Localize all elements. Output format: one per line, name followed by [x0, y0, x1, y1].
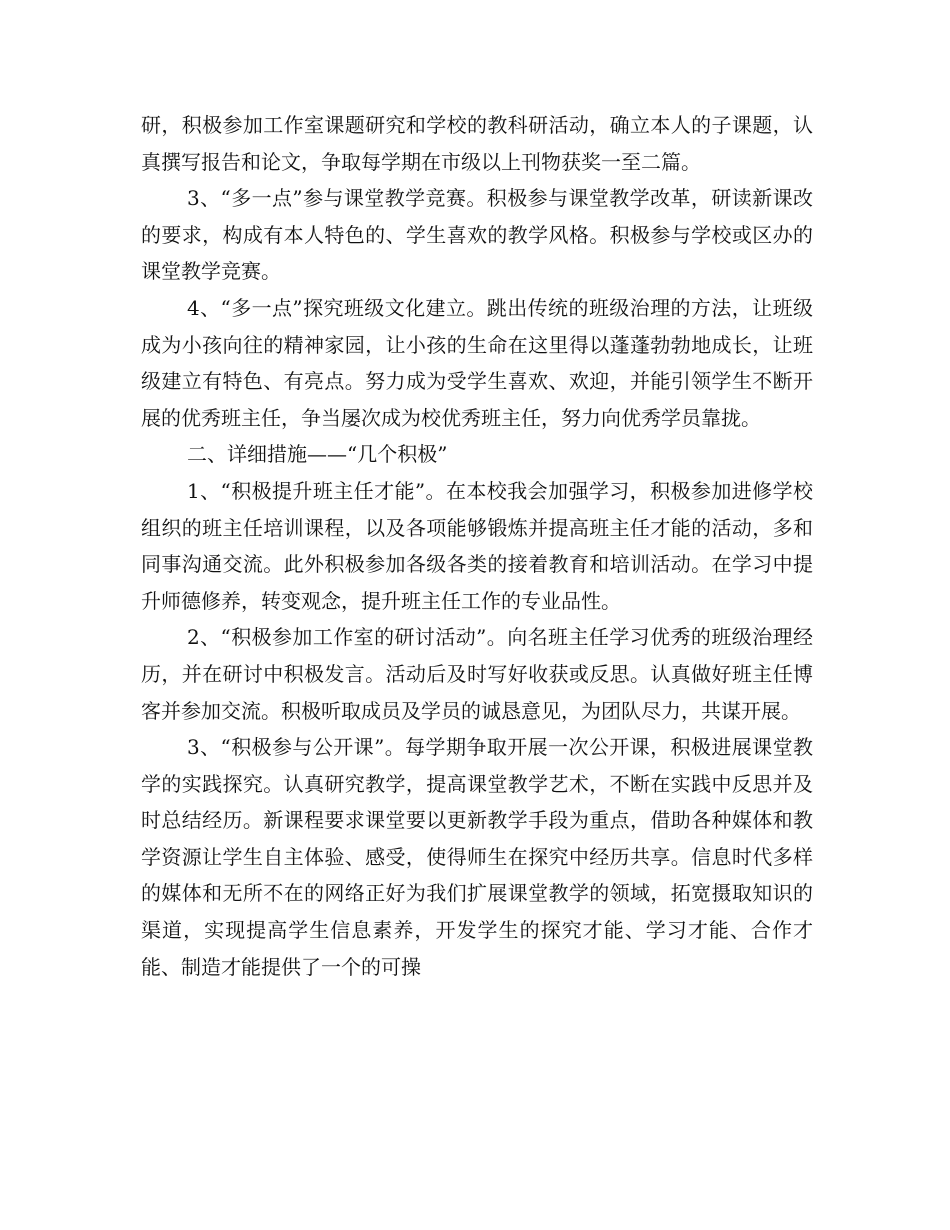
paragraph-3: 4、“多一点”探究班级文化建立。跳出传统的班级治理的方法，让班级成为小孩向往的精神家园，让小孩的生命在这里得以蓬蓬勃勃地成长，让班级建立有特色、有亮点。努力成为受学生喜欢、欢迎，并能引领学生不断开展的优秀班主任，争当屡次成为校优秀班主任，努力向优秀学员靠拢。: [141, 295, 813, 430]
paragraph-6: 2、“积极参加工作室的研讨活动”。向名班主任学习优秀的班级治理经历，并在研讨中积极发言。活动后及时写好收获或反思。认真做好班主任博客并参加交流。积极听取成员及学员的诚恳意见，为团队尽力，共谋开展。: [141, 625, 813, 723]
paragraph-5: 1、“积极提升班主任才能”。在本校我会加强学习，积极参加进修学校组织的班主任培训课程，以及各项能够锻炼并提高班主任才能的活动，多和同事沟通交流。此外积极参加各级各类的接着教育和培训活动。在学习中提升师德修养，转变观念，提升班主任工作的专业品性。: [141, 478, 813, 613]
paragraph-1: 研，积极参加工作室课题研究和学校的教科研活动，确立本人的子课题，认真撰写报告和论文，争取每学期在市级以上刊物获奖一至二篇。: [141, 113, 813, 174]
paragraph-7: 3、“积极参与公开课”。每学期争取开展一次公开课，积极进展课堂教学的实践探究。认真研究教学，提高课堂教学艺术，不断在实践中反思并及时总结经历。新课程要求课堂要以更新教学手段为重点，借助各种媒体和教学资源让学生自主体验、感受，使得师生在探究中经历共享。信息时代多样的媒体和无所不在的网络正好为我们扩展课堂教学的领域，拓宽摄取知识的渠道，实现提高学生信息素养，开发学生的探究才能、学习才能、合作才能、制造才能提供了一个的可操: [141, 735, 813, 979]
section-heading: 二、详细措施——“几个积极”: [187, 442, 448, 467]
paragraph-2: 3、“多一点”参与课堂教学竞赛。积极参与课堂教学改革，研读新课改的要求，构成有本人特色的、学生喜欢的教学风格。积极参与学校或区办的课堂教学竞赛。: [141, 186, 813, 284]
document-body: [141, 107, 813, 985]
